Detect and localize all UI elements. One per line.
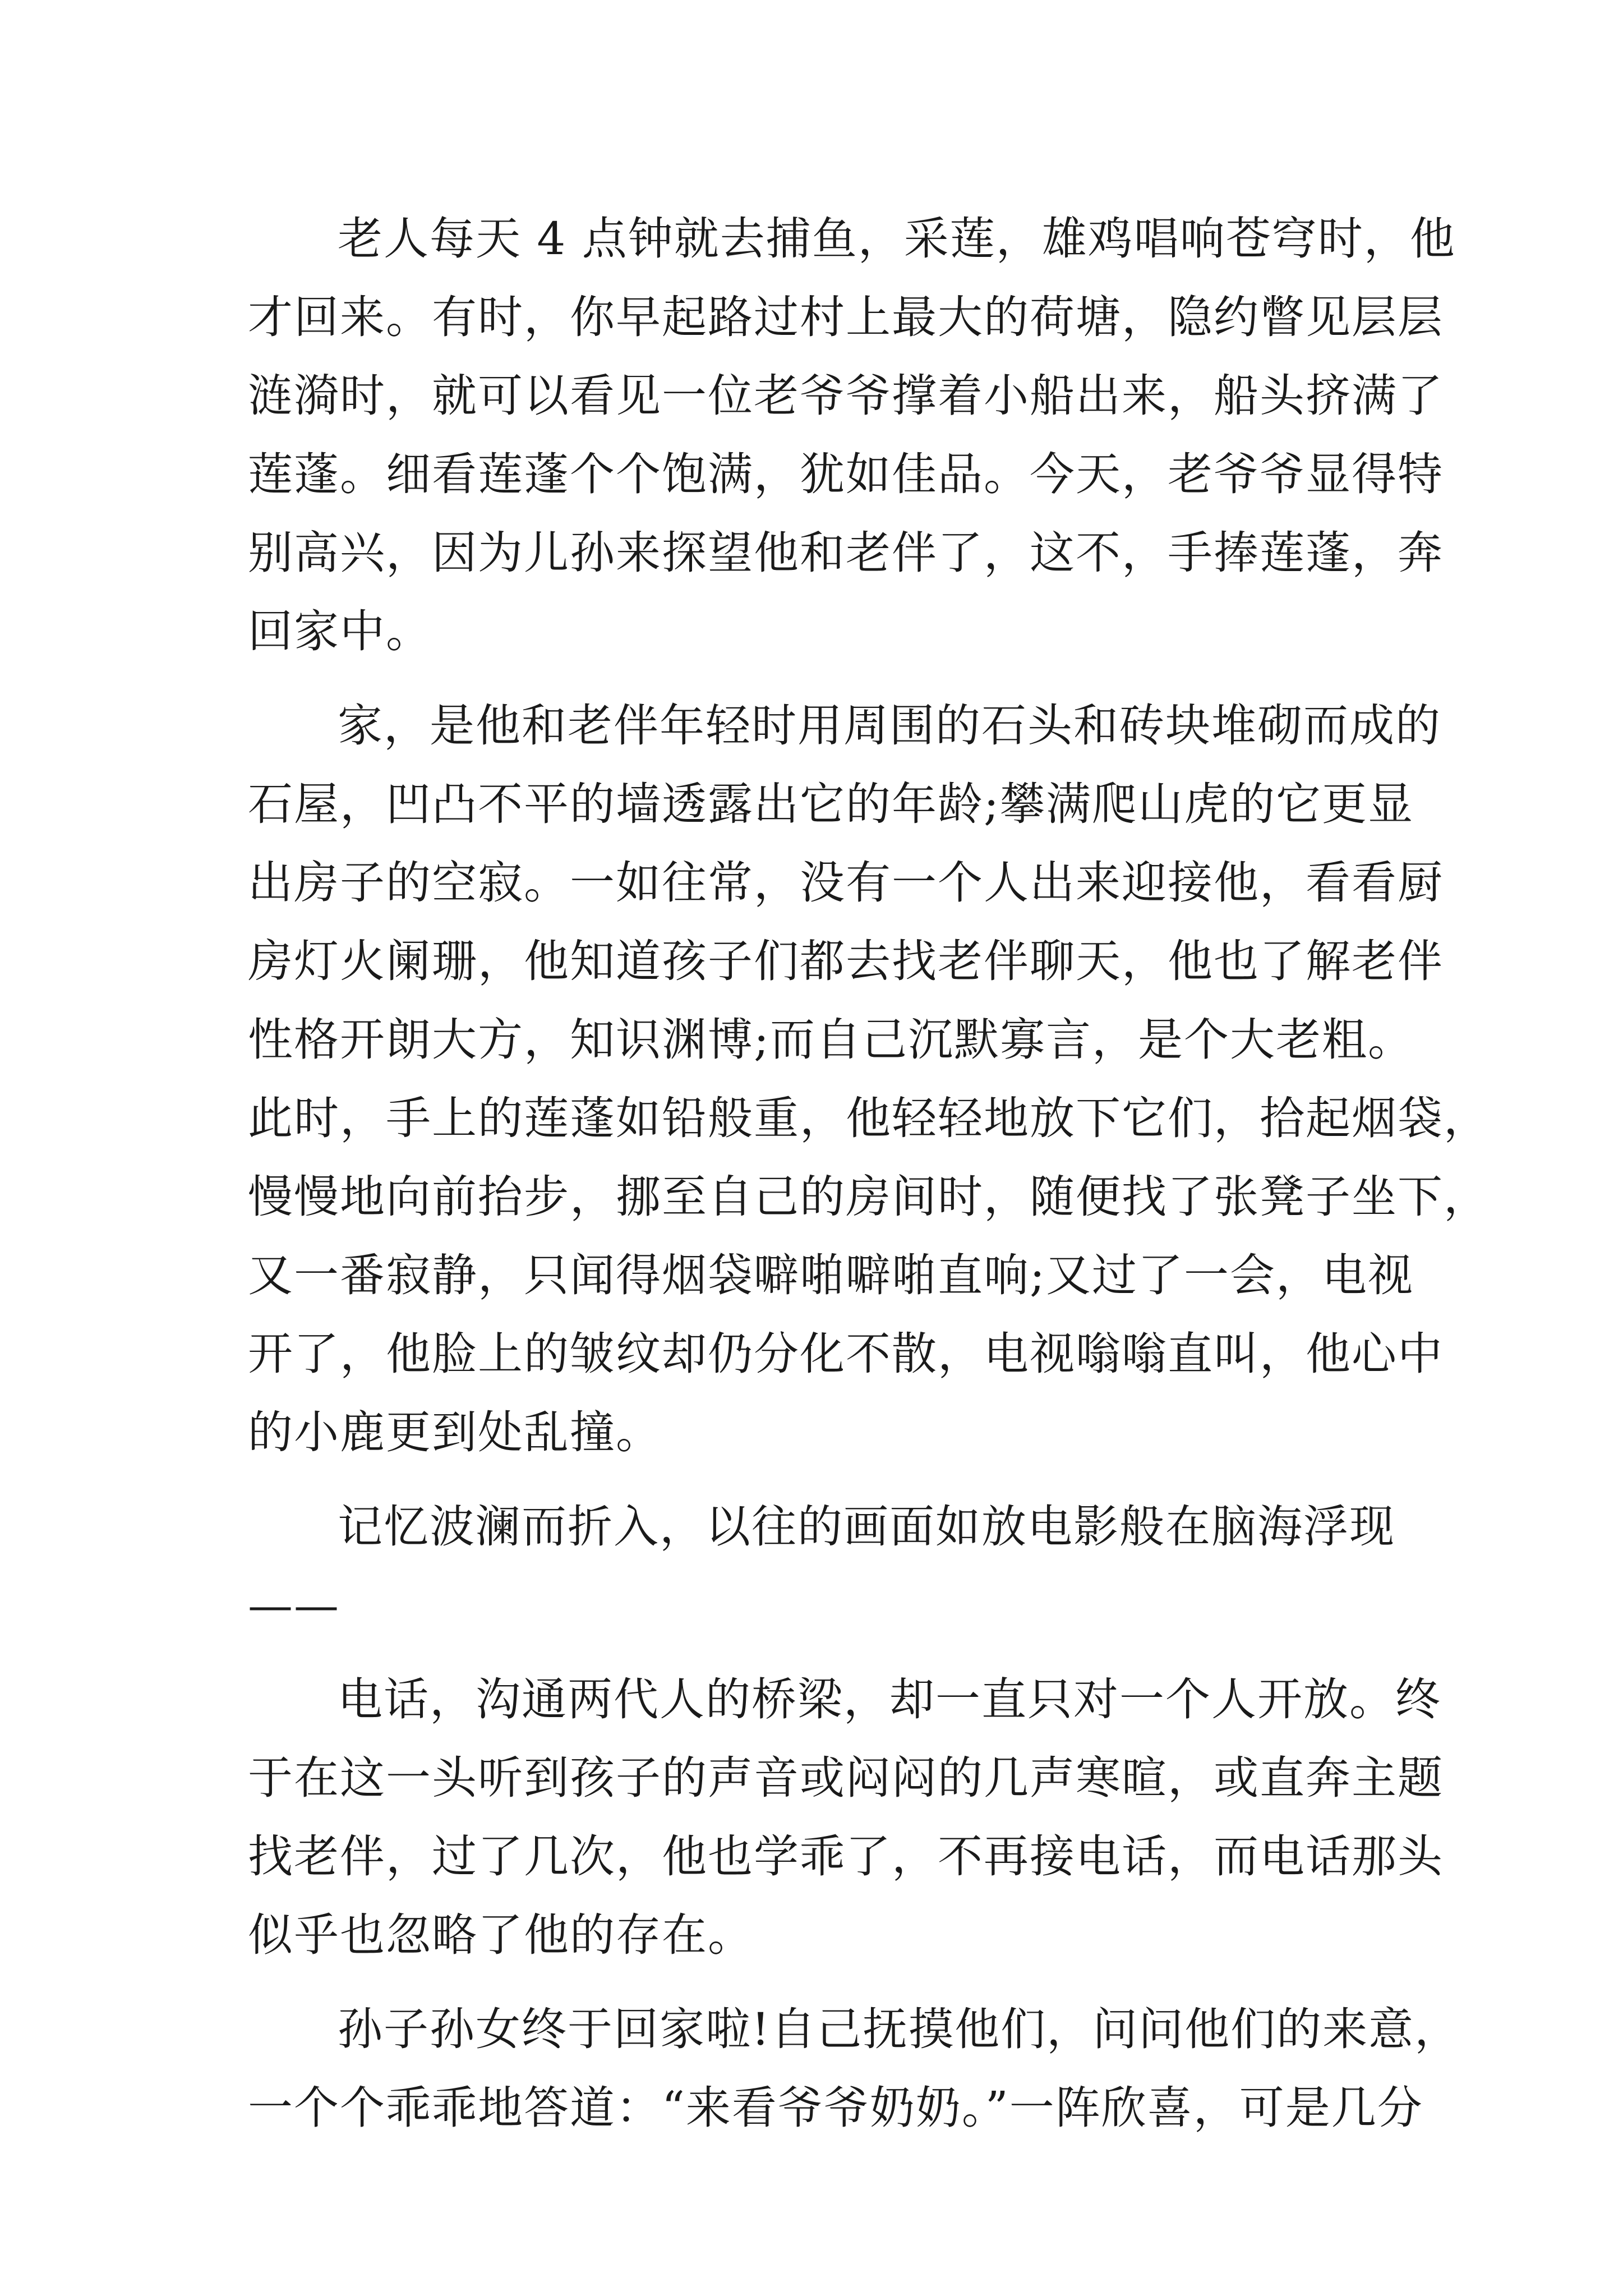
text-line: 老人每天 4 点钟就去捕鱼，采莲，雄鸡唱响苍穹时，他	[338, 213, 1456, 265]
em-dash: ——	[248, 1579, 340, 1631]
text-line: 才回来。有时，你早起路过村上最大的荷塘，隐约瞥见层层	[248, 291, 1444, 343]
text-line: 又一番寂静，只闻得烟袋噼啪噼啪直响;又过了一会，电视	[248, 1249, 1414, 1301]
text-line: 家，是他和老伴年轻时用周围的石头和砖块堆砌而成的	[338, 700, 1441, 752]
paragraph-4	[248, 1660, 1444, 1975]
text-line: 于在这一头听到孩子的声音或闷闷的几声寒暄，或直奔主题	[248, 1752, 1444, 1804]
text-line: 涟漪时，就可以看见一位老爷爷撑着小船出来，船头挤满了	[248, 370, 1444, 422]
text-line: 慢慢地向前抬步，挪至自己的房间时，随便找了张凳子坐下，	[248, 1171, 1490, 1223]
text-line: 石屋，凹凸不平的墙透露出它的年龄;攀满爬山虎的它更显	[248, 778, 1414, 830]
text-line: 找老伴，过了几次，他也学乖了，不再接电话，而电话那头	[248, 1830, 1444, 1883]
text-line: 一个个乖乖地答道：“来看爷爷奶奶。”一阵欣喜，可是几分	[248, 2082, 1423, 2134]
text-line: 此时，手上的莲蓬如铅般重，他轻轻地放下它们，拾起烟袋，	[248, 1092, 1490, 1144]
paragraph-5	[248, 1990, 1461, 2147]
text-line: 回家中。	[248, 605, 432, 657]
text-line: 似乎也忽略了他的存在。	[248, 1909, 754, 1961]
paragraph-2	[248, 687, 1490, 1472]
text-line: 性格开朗大方，知识渊博;而自己沉默寡言，是个大老粗。	[248, 1014, 1414, 1066]
text-line: 记忆波澜而折入，以往的画面如放电影般在脑海浮现	[338, 1501, 1395, 1553]
text-line: 房灯火阑珊，他知道孩子们都去找老伴聊天，他也了解老伴	[248, 935, 1444, 987]
text-line: 莲蓬。细看莲蓬个个饱满，犹如佳品。今天，老爷爷显得特	[248, 448, 1444, 500]
text-line: 孙子孙女终于回家啦!自己抚摸他们，问问他们的来意，	[338, 2003, 1461, 2055]
text-line: 出房子的空寂。一如往常，没有一个人出来迎接他，看看厨	[248, 857, 1444, 909]
paragraph-3	[248, 1488, 1395, 1645]
body-text	[248, 200, 1490, 2147]
text-line: 的小鹿更到处乱撞。	[248, 1406, 662, 1458]
text-line: 电话，沟通两代人的桥梁，却一直只对一个人开放。终	[338, 1673, 1441, 1726]
paragraph-1	[248, 200, 1456, 671]
text-line: 别高兴，因为儿孙来探望他和老伴了，这不，手捧莲蓬，奔	[248, 527, 1444, 579]
text-line: 开了，他脸上的皱纹却仍分化不散，电视嗡嗡直叫，他心中	[248, 1328, 1444, 1380]
